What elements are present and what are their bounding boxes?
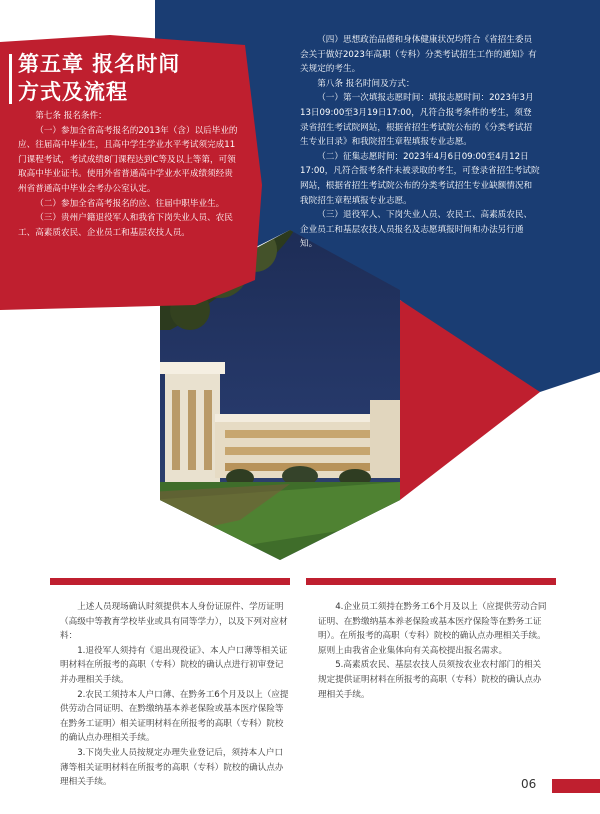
divider-right bbox=[306, 578, 556, 585]
paragraph: （二）征集志愿时间：2023年4月6日09:00至4月12日17:00，凡符合报考条件未被录取的考生，可登录省招生考试院网站，根据省招生考试院公布的分类考试招生专业缺额情况和我院招生章程填报专业志愿。 bbox=[300, 151, 540, 206]
paragraph: 第七条 报名条件： bbox=[35, 111, 107, 121]
paragraph: 上述人员现场确认时须提供本人身份证原件、学历证明（高级中等教育学校毕业或具有同等学力），以及下列对应材料： bbox=[60, 602, 288, 642]
paragraph: 4.企业员工须持在黔务工6个月及以上（应提供劳动合同证明、在黔缴纳基本养老保险或基本医疗保险等在黔务工证明）。在所报考的高职（专科）院校的确认点办理相关手续。原则上由我省企业集体向有关高校提出报名需求。 bbox=[318, 602, 547, 656]
paragraph: （一）第一次填报志愿时间：填报志愿时间：2023年3月13日09:00至3月19日17:00，凡符合报考条件的考生，须登录省招生考试院网站，根据省招生考试院公布的《分类考试招生专业目录》和我院招生章程填报专业志愿。 bbox=[300, 93, 534, 148]
title-accent-bar bbox=[9, 54, 12, 104]
title-line-2: 方式及流程 bbox=[18, 80, 128, 104]
page-title bbox=[18, 50, 248, 106]
paragraph: （二）参加全省高考报名的应、往届中职毕业生。 bbox=[35, 198, 225, 209]
paragraph: 第八条 报名时间及方式： bbox=[317, 78, 415, 89]
lower-left-column bbox=[60, 600, 290, 790]
title-line-1: 第五章 报名时间 bbox=[18, 52, 181, 76]
divider-left bbox=[50, 578, 290, 585]
paragraph: 5.高素质农民、基层农技人员须按农业农村部门的相关规定提供证明材料在所报考的高职（专科）院校的确认点办理相关手续。 bbox=[318, 660, 542, 700]
paragraph: （四）思想政治品德和身体健康状况均符合《省招生委员会关于做好2023年高职（专科）分类考试招生工作的通知》有关规定的考生。 bbox=[300, 35, 537, 75]
paragraph: 3.下岗失业人员按规定办理失业登记后，须持本人户口薄等相关证明材料在所报考的高职（专科）院校的确认点办理相关手续。 bbox=[60, 747, 284, 788]
right-column bbox=[300, 33, 540, 252]
paragraph: 2.农民工须持本人户口薄、在黔务工6个月及以上（应提供劳动合同证明、在黔缴纳基本养老保险或基本医疗保险等在黔务工证明）相关证明材料在所报考的高职（专科）院校的确认点办理相关手续。 bbox=[60, 689, 289, 744]
lower-right-column bbox=[318, 600, 548, 702]
page-number: 06 bbox=[521, 777, 537, 791]
paragraph: （一）参加全省高考报名的2013年（含）以后毕业的应、往届高中毕业生，且高中学生学业水平考试须完成11门课程考试，考试成绩8门课程达到C等及以上等第，可领取高中毕业证书。使用外省普通高中学业水平成绩须经贵州省普通高中毕业会考办公室认定。 bbox=[18, 125, 238, 194]
paragraph: 1.退役军人须持有《退出现役证》、本人户口薄等相关证明材料在所报考的高职（专科）院校的确认点进行初审登记并办理相关手续。 bbox=[60, 645, 288, 685]
paragraph: （三）贵州户籍退役军人和我省下岗失业人员、农民工、高素质农民、企业员工和基层农技人员。 bbox=[18, 213, 233, 238]
left-column bbox=[18, 109, 238, 240]
paragraph: （三）退役军人、下岗失业人员、农民工、高素质农民、企业员工和基层农技人员报名及志愿填报时间和办法另行通知。 bbox=[300, 210, 533, 250]
footer-bar bbox=[552, 779, 600, 793]
